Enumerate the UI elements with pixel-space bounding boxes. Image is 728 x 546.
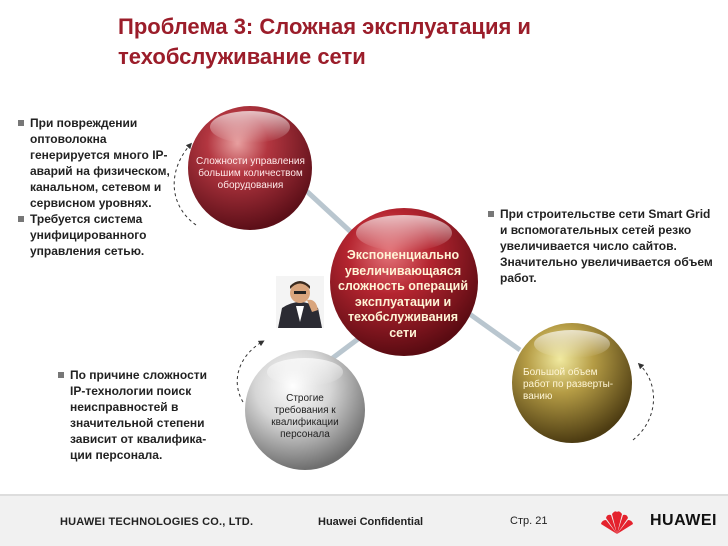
- footer-confidential: Huawei Confidential: [318, 516, 424, 528]
- arrow-right-ball: [633, 365, 654, 440]
- bullet-unified-management: Требуется система унифицированного управления сетью.: [18, 211, 178, 259]
- person-picture: [276, 276, 324, 328]
- bullet-fiber-damage: При повреждении оптоволокна генерируется много IP- аварий на физическом, канальном, сетевом и сервисном уровнях.: [18, 115, 178, 211]
- title-line-1: Проблема 3: Сложная эксплуатация и: [118, 14, 531, 39]
- bullet-personnel-qualification: По причине сложности IP-технологии поиск неисправностей в значительной степени зависит от квалифика- ции персонала.: [58, 367, 228, 463]
- ball-right-label: Большой объем работ по разверты- ванию: [523, 367, 614, 402]
- bullet-smart-grid: При строительстве сети Smart Grid и вспомогательных сетей резко увеличивается число сайтов. Значительно увеличивается объем работ.: [488, 206, 723, 286]
- left-bottom-text: [58, 367, 228, 463]
- footer-separator: [0, 494, 728, 496]
- footer-company: HUAWEI TECHNOLOGIES CO., LTD.: [60, 516, 254, 528]
- huawei-logo-icon: [598, 508, 636, 536]
- footer-brand: HUAWEI: [650, 512, 717, 529]
- right-text: [488, 206, 723, 286]
- ball-bottom-label: Строгие требования к квалификации персонала: [271, 393, 339, 440]
- footer: [0, 494, 728, 546]
- ball-center-label: Экспоненциально увеличивающаяся сложность операций эксплуатации и техобслуживания сети: [337, 248, 469, 340]
- title-line-2: техобслуживание сети: [118, 44, 366, 69]
- left-top-text: [18, 115, 178, 259]
- ball-top-label: Сложности управления большим количеством оборудования: [196, 156, 305, 191]
- footer-page-number: Стр. 21: [510, 515, 548, 527]
